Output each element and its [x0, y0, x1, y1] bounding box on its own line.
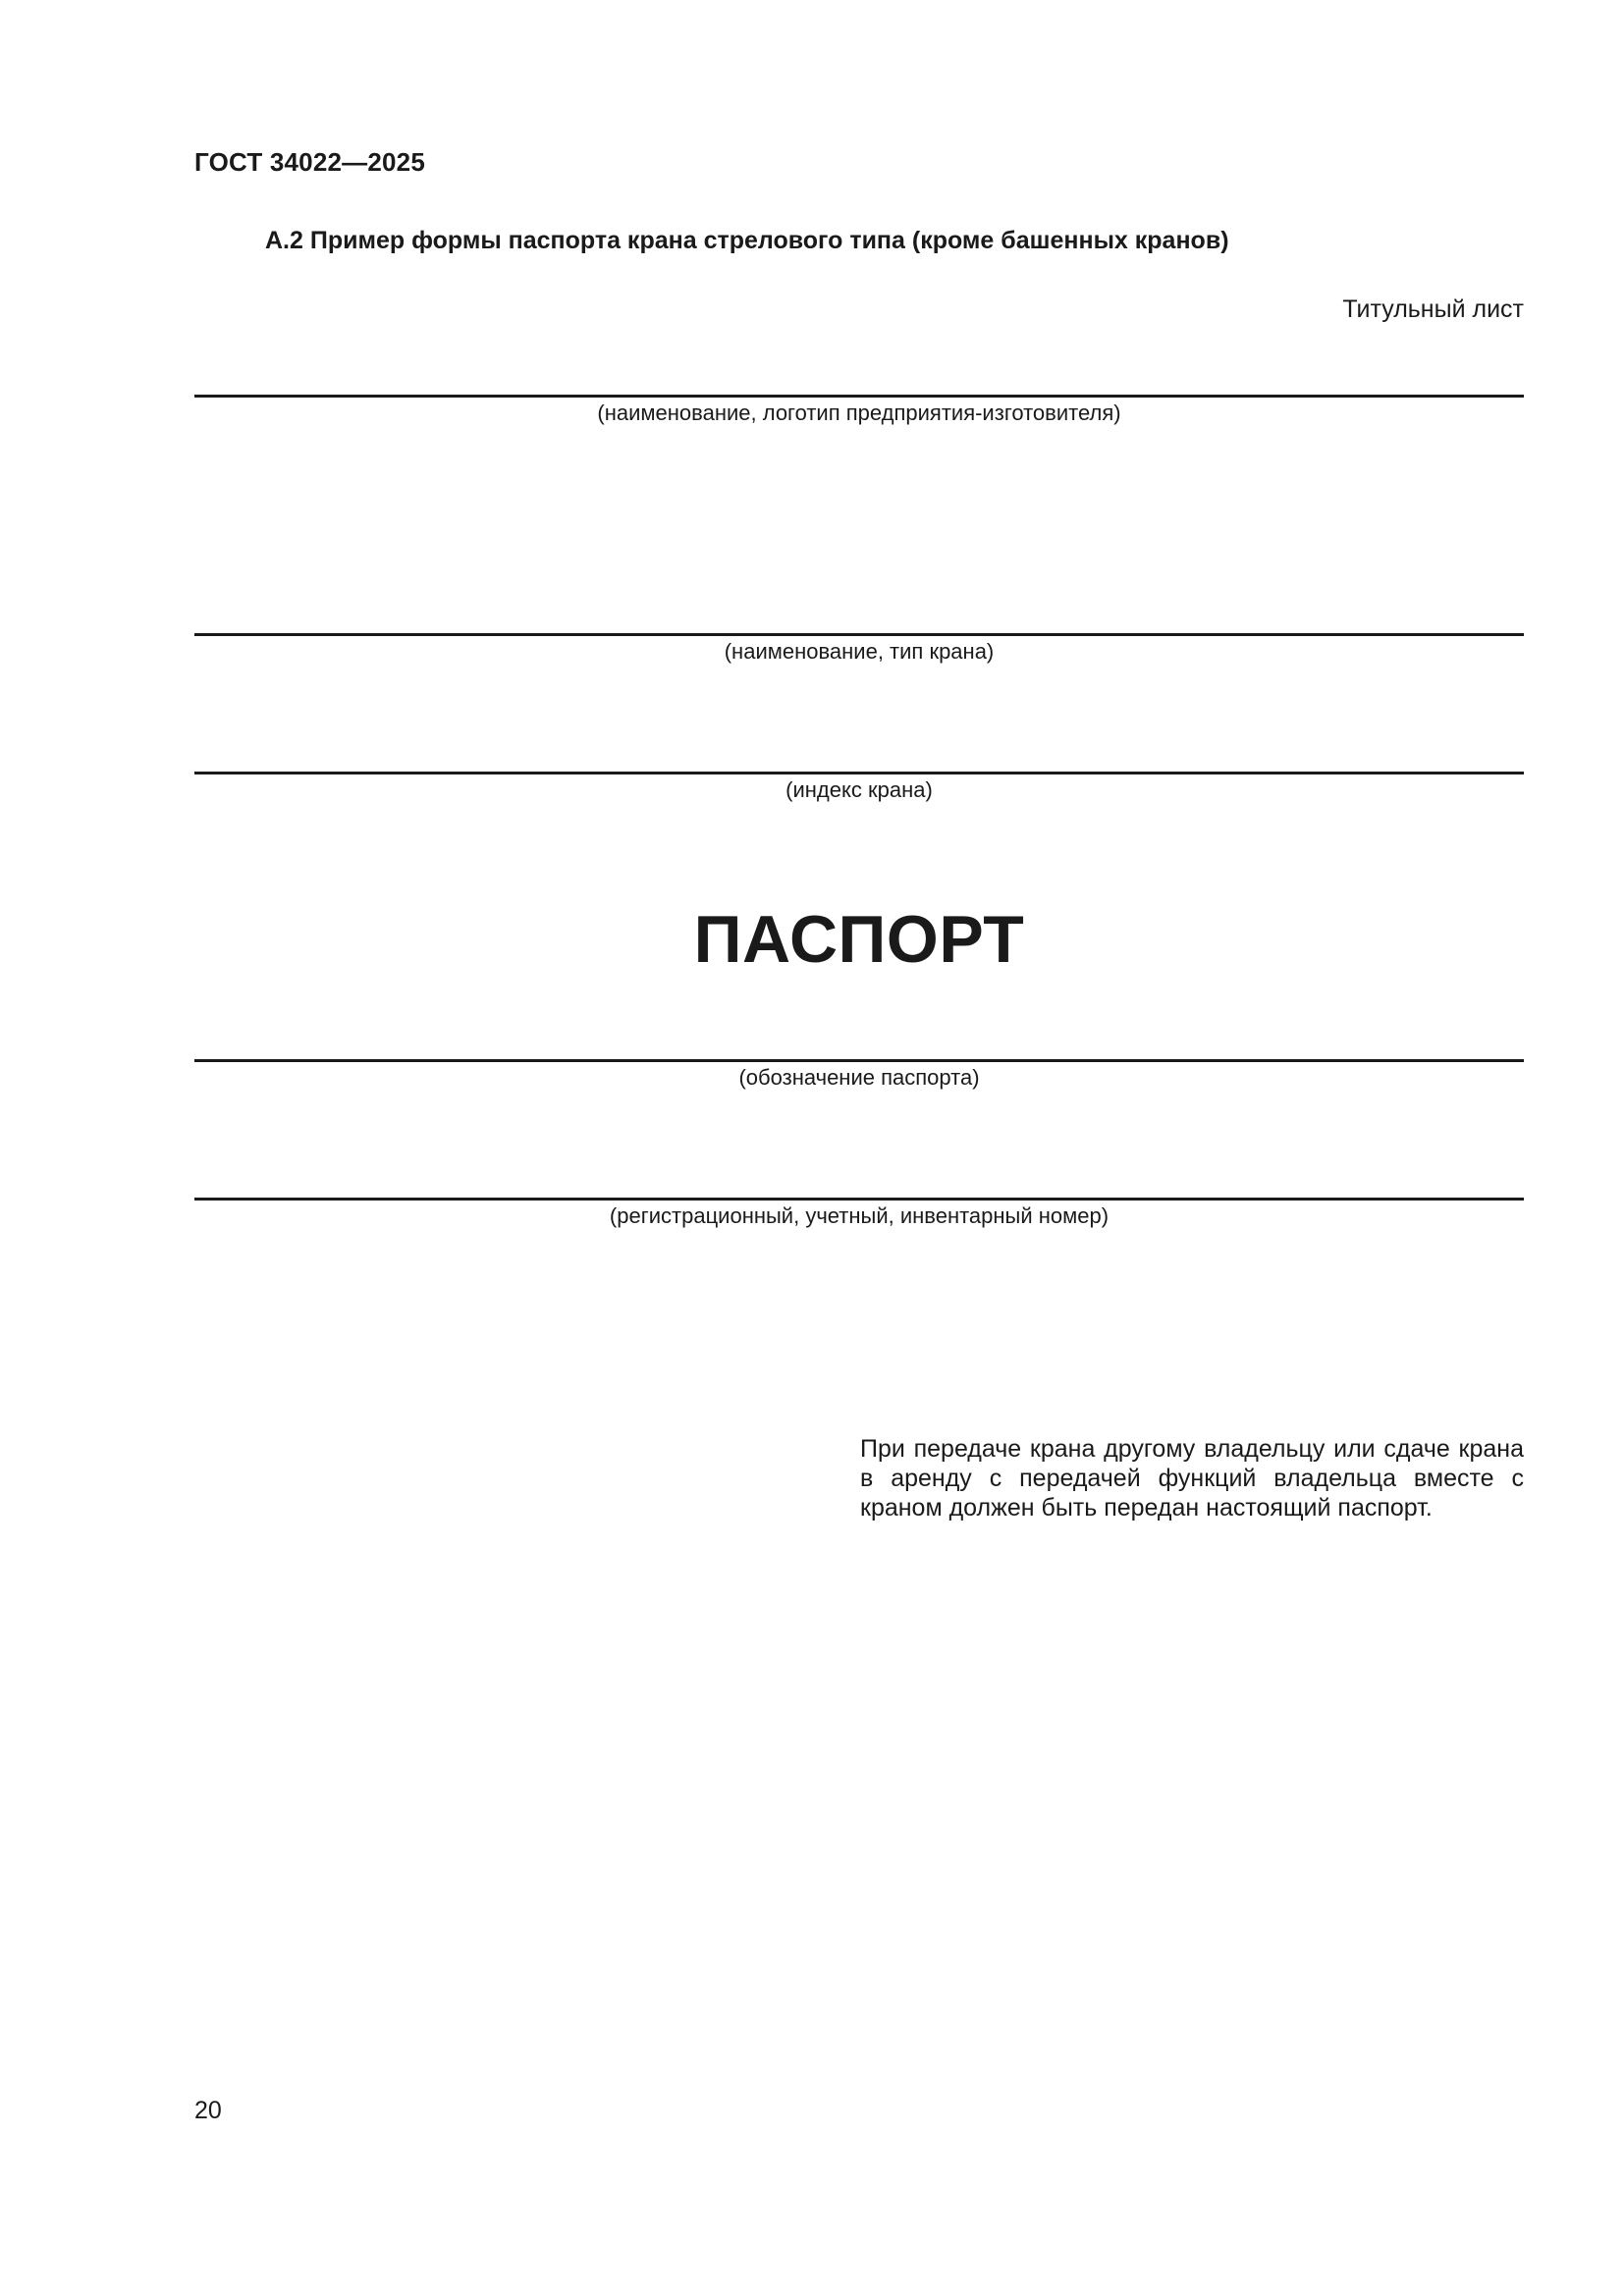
section-title: А.2 Пример формы паспорта крана стрелового типа (кроме башенных кранов) [265, 227, 1229, 254]
crane-index-field-line [194, 772, 1524, 774]
title-page-label: Титульный лист [1342, 295, 1524, 323]
crane-index-field-caption: (индекс крана) [785, 777, 933, 802]
manufacturer-field-line [194, 395, 1524, 398]
crane-name-field-caption: (наименование, тип крана) [724, 639, 995, 664]
manufacturer-field-caption: (наименование, логотип предприятия-изготовителя) [597, 400, 1121, 425]
transfer-note: При передаче крана другому владельцу или сдаче крана в аренду с передачей функций владельца вместе с краном должен быть передан настоящий паспорт. [860, 1435, 1524, 1522]
passport-heading: ПАСПОРТ [693, 902, 1025, 977]
crane-name-field-line [194, 633, 1524, 636]
registration-number-field-caption: (регистрационный, учетный, инвентарный номер) [609, 1203, 1110, 1228]
document-header: ГОСТ 34022—2025 [194, 147, 425, 177]
passport-designation-field-caption: (обозначение паспорта) [738, 1065, 980, 1090]
page-number: 20 [194, 2097, 222, 2124]
passport-designation-field-line [194, 1059, 1524, 1062]
registration-number-field-line [194, 1198, 1524, 1201]
